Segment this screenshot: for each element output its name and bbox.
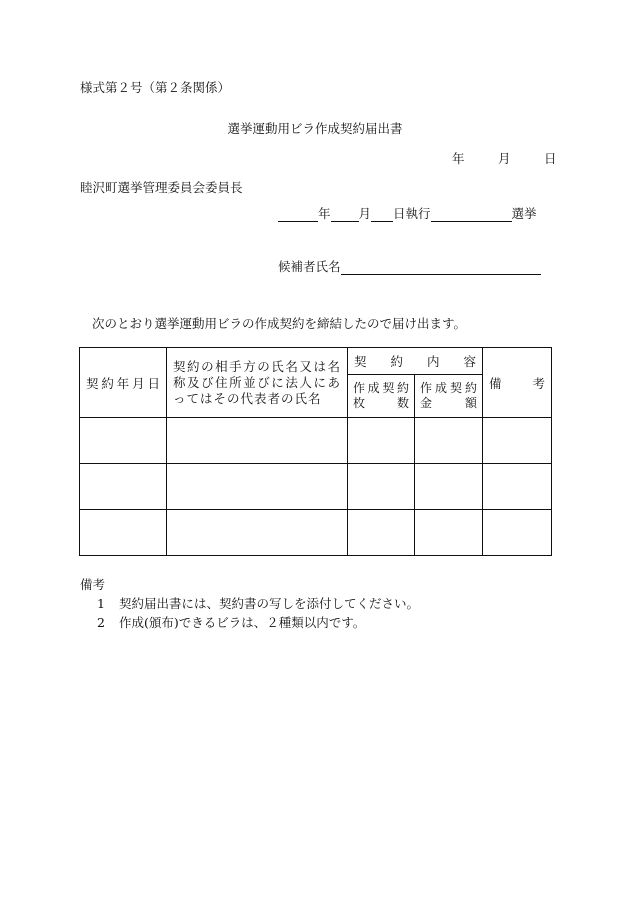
exec-day-blank[interactable]: [371, 207, 393, 222]
addressee: 睦沢町選挙管理委員会委員長: [80, 180, 243, 195]
cell-quantity[interactable]: [348, 510, 415, 556]
exec-month-label: 月: [358, 206, 372, 221]
note-number: 2: [97, 615, 105, 630]
election-label: 選挙: [511, 206, 537, 221]
note-number: 1: [97, 596, 105, 611]
exec-year-blank[interactable]: [278, 207, 318, 222]
cell-amount[interactable]: [415, 418, 483, 464]
exec-month-blank[interactable]: [331, 207, 359, 222]
header-contract-content: 契 約 内 容: [348, 348, 483, 375]
cell-quantity[interactable]: [348, 418, 415, 464]
exec-day-label: 日執行: [393, 206, 431, 221]
table-row: [80, 510, 552, 556]
election-name-blank[interactable]: [431, 207, 512, 222]
table-row: [80, 418, 552, 464]
cell-contract-party[interactable]: [167, 464, 348, 510]
header-quantity: 作成契約 枚 数: [348, 375, 415, 418]
candidate-label: 候補者氏名: [278, 259, 341, 274]
cell-remarks[interactable]: [483, 510, 552, 556]
cell-amount[interactable]: [415, 510, 483, 556]
candidate-line: [278, 259, 541, 275]
header-remarks: 備 考: [483, 348, 552, 418]
cell-remarks[interactable]: [483, 418, 552, 464]
submission-date: [452, 151, 557, 167]
date-day-label: 日: [544, 151, 557, 166]
note-item: [97, 596, 419, 612]
date-month-label: 月: [498, 151, 511, 166]
candidate-name-blank[interactable]: [341, 260, 541, 275]
intro-statement: 次のとおり選挙運動用ビラの作成契約を締結したので届け出ます。: [92, 316, 467, 331]
cell-contract-date[interactable]: [80, 418, 167, 464]
cell-contract-date[interactable]: [80, 464, 167, 510]
date-year-label: 年: [452, 151, 465, 166]
note-text: 作成(頒布)できるビラは、２種類以内です。: [119, 615, 366, 630]
contract-table: [79, 347, 552, 556]
notes-title: 備考: [80, 577, 106, 592]
note-item: [97, 615, 365, 631]
exec-year-label: 年: [318, 206, 331, 221]
cell-contract-party[interactable]: [167, 510, 348, 556]
cell-amount[interactable]: [415, 464, 483, 510]
note-text: 契約届出書には、契約書の写しを添付してください。: [119, 596, 420, 611]
document-title: 選挙運動用ビラ作成契約届出書: [227, 121, 403, 136]
header-contract-date: 契約年月日: [80, 348, 167, 418]
cell-contract-party[interactable]: [167, 418, 348, 464]
election-execution-line: [278, 206, 537, 222]
form-number: 様式第２号（第２条関係）: [80, 80, 231, 95]
cell-remarks[interactable]: [483, 464, 552, 510]
header-contract-party: 契約の相手方の氏名又は名称及び住所並びに法人にあってはその代表者の氏名: [167, 348, 348, 418]
cell-contract-date[interactable]: [80, 510, 167, 556]
table-row: [80, 464, 552, 510]
cell-quantity[interactable]: [348, 464, 415, 510]
table-header-row: [80, 348, 552, 375]
header-amount: 作成契約 金 額: [415, 375, 483, 418]
